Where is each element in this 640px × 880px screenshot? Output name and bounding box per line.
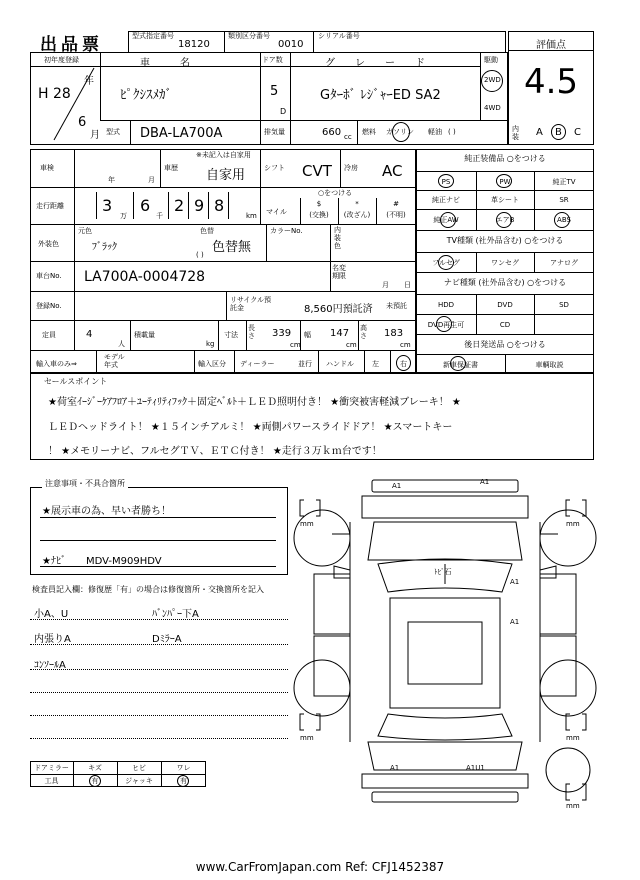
- handle-right: 右: [400, 360, 407, 368]
- dim-label: 寸法: [224, 331, 238, 339]
- capacity: 4: [86, 329, 93, 340]
- equip-airbag: エアB: [495, 216, 515, 224]
- mm-rl: mm: [300, 734, 314, 742]
- car-diagram: [290, 474, 600, 814]
- mileage-d1: 3: [102, 196, 113, 215]
- ac: AC: [382, 162, 403, 180]
- dmg-rear-right: A1U1: [466, 764, 485, 772]
- equip-sr: SR: [559, 196, 569, 204]
- doors-label: ドア数: [262, 56, 283, 64]
- equip-ps: PS: [441, 178, 451, 186]
- first-reg-month: 6: [78, 115, 87, 130]
- mileage-d5: 8: [214, 196, 225, 215]
- orig-color-label: 元色: [78, 227, 92, 235]
- equip-pw-circle: [496, 174, 512, 188]
- handle-label: ハンドル: [326, 360, 354, 368]
- width-label: 幅: [304, 331, 311, 339]
- equip-tv: 純正TV: [552, 178, 576, 186]
- color-change: 色替無: [212, 240, 252, 255]
- name-change-month: 月: [382, 281, 389, 289]
- ac-label: 冷房: [344, 164, 358, 172]
- dealer: ディーラー: [240, 360, 275, 368]
- unknown: #: [393, 200, 399, 208]
- nav-hdd: HDD: [437, 301, 455, 309]
- import-label: 輸入車のみ⇒: [36, 360, 77, 368]
- height-label: 高さ: [360, 324, 367, 340]
- displacement: 660: [322, 127, 342, 138]
- len-cm: cm: [290, 341, 301, 349]
- usage: 自家用: [206, 168, 246, 183]
- len-label: 長さ: [248, 324, 255, 340]
- first-reg-era: H 28: [38, 86, 71, 102]
- model: DBA-LA700A: [140, 126, 223, 141]
- dmg-windshield: ﾄﾋﾞ石: [434, 568, 452, 576]
- legend-jack-circle: [177, 775, 189, 787]
- sales-line2: ＬＥＤヘッドライト！ ★１５インチアルミ！ ★両側パワースライドドア！ ★スマートキー: [48, 422, 453, 433]
- notes-line2: ★ﾅﾋﾞ MDV-M909HDV: [42, 556, 162, 567]
- docs-warranty: 新車保証書: [443, 361, 478, 369]
- fuel-diesel: 軽油: [428, 128, 442, 136]
- recycle-label: リサイクル預託金: [230, 296, 272, 312]
- recycle-unpaid: 未預託: [386, 302, 407, 310]
- mileage-d2: 6: [140, 196, 151, 215]
- equip-navi: 純正ナビ: [432, 196, 460, 204]
- legend-ware: ワレ: [176, 764, 191, 772]
- tv-oneseg: ワンセグ: [491, 259, 519, 267]
- door-sub: D: [280, 107, 287, 116]
- docs-warranty-circle: [450, 356, 466, 371]
- equip-aw: 純正AW: [433, 216, 459, 224]
- handle-right-circle: [396, 355, 411, 371]
- mm-fr: mm: [566, 520, 580, 528]
- shift-label: シフト: [264, 164, 285, 172]
- mileage-label: 走行距離: [36, 202, 64, 210]
- nav-cd: CD: [499, 321, 511, 329]
- mm-fl: mm: [300, 520, 314, 528]
- nav-dvd-play-circle: [436, 316, 452, 332]
- color-no-label: カラーNo.: [270, 227, 303, 235]
- length: 339: [272, 328, 292, 339]
- interior-a: A: [536, 127, 543, 138]
- legend-jack: ジャッキ: [125, 777, 153, 785]
- grade: Gﾀｰﾎﾞ ﾚｼﾞｬｰED SA2: [320, 88, 441, 103]
- type-no-label: 型式指定番号: [132, 32, 174, 40]
- reg-label: 登録No.: [36, 302, 62, 310]
- equip-title: 純正装備品 ○をつける: [464, 154, 546, 163]
- nav-dvd: DVD: [497, 301, 513, 309]
- fuel-label: 燃料: [362, 128, 376, 136]
- chassis: LA700A-0004728: [84, 269, 206, 285]
- drive-label: 駆動: [484, 56, 498, 64]
- recycle: 8,560円預託済: [304, 304, 373, 315]
- color-paren: ( ): [196, 251, 204, 259]
- inspect-item2a: 内張りA: [34, 634, 71, 645]
- type-no: 18120: [178, 39, 210, 50]
- inspection-label: 車検: [40, 164, 54, 172]
- sales-line1: ★荷室ｲｰｼﾞｰｹｱﾌﾛｱ＋ﾕｰﾃｨﾘﾃｨﾌｯｸ＋固定ﾍﾞﾙﾄ＋ＬＥＤ照明付き！ ★衝突被害軽減ブレーキ！ ★: [48, 397, 461, 408]
- mileage-sen: 千: [156, 212, 163, 220]
- model-year-label: モデル年式: [104, 353, 125, 369]
- inspect-item1b: ﾊﾞﾝﾊﾟｰ下A: [152, 609, 199, 620]
- tampered-sub: (改ざん): [343, 211, 371, 219]
- usage-label: 車歴: [164, 164, 178, 172]
- tampered: *: [355, 200, 359, 208]
- int-color-label: 内装色: [334, 226, 341, 250]
- reg-divider: [30, 66, 100, 145]
- rating-label: 評価点: [536, 40, 566, 51]
- import-type-label: 輸入区分: [198, 360, 226, 368]
- equip-aw-circle: [440, 212, 456, 228]
- equip-abs-circle: [554, 212, 570, 228]
- dmg-side2: A1: [510, 618, 520, 626]
- capacity-label: 定員: [42, 331, 56, 339]
- cc-unit: cc: [344, 133, 352, 141]
- parallel: 並行: [298, 360, 312, 368]
- notes-label: 注意事項・不具合箇所: [42, 480, 128, 488]
- docs-title: 後日発送品 ○をつける: [464, 340, 546, 349]
- color: ﾌﾞﾗｯｸ: [92, 242, 117, 253]
- car-name: ﾋﾟｸｼｽﾒｶﾞ: [120, 88, 172, 103]
- mile-label: マイル: [266, 208, 287, 216]
- legend-jack-val: 有: [180, 777, 187, 785]
- interior-c: C: [574, 127, 581, 138]
- dmg-side1: A1: [510, 578, 520, 586]
- name-change-label: 名変期限: [332, 264, 346, 280]
- drive-2wd-circle: [481, 70, 503, 92]
- kg-unit: kg: [206, 340, 215, 348]
- person-unit: 人: [118, 340, 125, 348]
- unknown-sub: (不明): [386, 211, 406, 219]
- equip-ps-circle: [438, 174, 454, 188]
- model-label: 型式: [106, 128, 120, 136]
- nav-sd: SD: [559, 301, 569, 309]
- inspect-item1a: 小A、U: [34, 609, 69, 620]
- color-label: 外装色: [38, 240, 59, 248]
- displacement-label: 排気量: [264, 128, 285, 136]
- drive-4wd: 4WD: [484, 104, 501, 112]
- interior-b-circle: [551, 124, 566, 140]
- drive-2wd: 2WD: [484, 76, 501, 84]
- handle-left: 左: [372, 360, 379, 368]
- sales-line3: ！ ★メモリーナビ、フルセグＴＶ、ＥＴＣ付き！ ★走行３万ｋｍ台です！: [48, 446, 382, 457]
- exchange: $: [316, 200, 322, 208]
- mileage-man: 万: [120, 212, 127, 220]
- mileage-d3: 2: [174, 196, 185, 215]
- equip-pw: PW: [499, 178, 511, 186]
- exchange-sub: (交換): [309, 211, 329, 219]
- shift: CVT: [302, 162, 332, 180]
- equip-abs: ABS: [557, 216, 571, 224]
- sales-label: セールスポイント: [44, 377, 108, 386]
- legend-tools-val: 有: [91, 777, 99, 785]
- inspect-item3: ｺﾝｿｰﾙA: [34, 660, 66, 671]
- legend-mirror: ドアミラー: [34, 764, 69, 772]
- rating-value: 4.5: [523, 62, 579, 102]
- interior-label: 内装: [512, 125, 519, 141]
- mileage-d4: 9: [194, 196, 205, 215]
- footer-ref: www.CarFromJapan.com Ref: CFJ1452387: [195, 860, 445, 874]
- year-unit: 年: [84, 76, 94, 87]
- grade-label: グレード: [325, 58, 445, 69]
- class-no: 0010: [278, 39, 304, 50]
- mm-rr: mm: [566, 734, 580, 742]
- tv-fullseg-circle: [438, 255, 454, 270]
- inspection-year: 年: [108, 176, 115, 184]
- equip-leather: 革シート: [491, 196, 519, 204]
- height: 183: [384, 328, 404, 339]
- circle-note: ○をつける: [318, 189, 353, 197]
- fuel-other: ( ): [448, 128, 456, 136]
- km-unit: km: [246, 212, 257, 220]
- car-name-label: 車名: [140, 58, 220, 69]
- chassis-label: 車台No.: [36, 272, 62, 280]
- docs-manual: 車輌取説: [535, 361, 564, 369]
- color-change-label: 色替: [200, 227, 214, 235]
- inspector-label: 検査員記入欄：修復歴「有」の場合は修復箇所・交換箇所を記入: [32, 585, 264, 594]
- legend-tools: 工具: [44, 777, 59, 785]
- notes-line1: ★展示車の為、早い者勝ち！: [42, 506, 171, 517]
- dmg-rear-left: A1: [390, 764, 400, 772]
- legend-tools-circle: [89, 775, 101, 787]
- name-change-day: 日: [404, 281, 411, 289]
- class-no-label: 類別区分番号: [228, 32, 270, 40]
- legend-hibi: ヒビ: [132, 764, 146, 772]
- interior-b: B: [555, 127, 562, 138]
- tv-title: TV種類 (社外品含む) ○をつける: [446, 236, 564, 245]
- nav-title: ナビ種類 (社外品含む) ○をつける: [443, 278, 567, 287]
- usage-note: ※未記入は自家用: [196, 151, 251, 159]
- load-label: 積載量: [134, 331, 155, 339]
- height-cm: cm: [400, 341, 411, 349]
- tv-fullseg: フルセグ: [432, 259, 460, 267]
- legend-kizu: キズ: [88, 764, 102, 772]
- inspection-month: 月: [148, 176, 155, 184]
- equip-airbag-circle: [496, 212, 512, 228]
- first-reg-label: 初年度登録: [44, 56, 79, 64]
- fuel-gas: ガソリン: [386, 128, 414, 136]
- tv-analog: アナログ: [550, 259, 578, 267]
- mm-spare: mm: [566, 802, 580, 810]
- month-unit: 月: [90, 130, 100, 141]
- sheet-title: 出品票: [40, 35, 103, 55]
- fuel-gas-circle: [392, 122, 410, 142]
- dmg-front-right: A1: [480, 478, 490, 486]
- serial-label: シリアル番号: [318, 32, 360, 40]
- nav-dvd-play: DVD再生可: [427, 321, 465, 329]
- width: 147: [330, 328, 350, 339]
- width-cm: cm: [346, 341, 357, 349]
- dmg-front-left: A1: [392, 482, 402, 490]
- inspect-item2b: DﾐﾗｰA: [152, 634, 182, 645]
- doors: 5: [270, 84, 279, 99]
